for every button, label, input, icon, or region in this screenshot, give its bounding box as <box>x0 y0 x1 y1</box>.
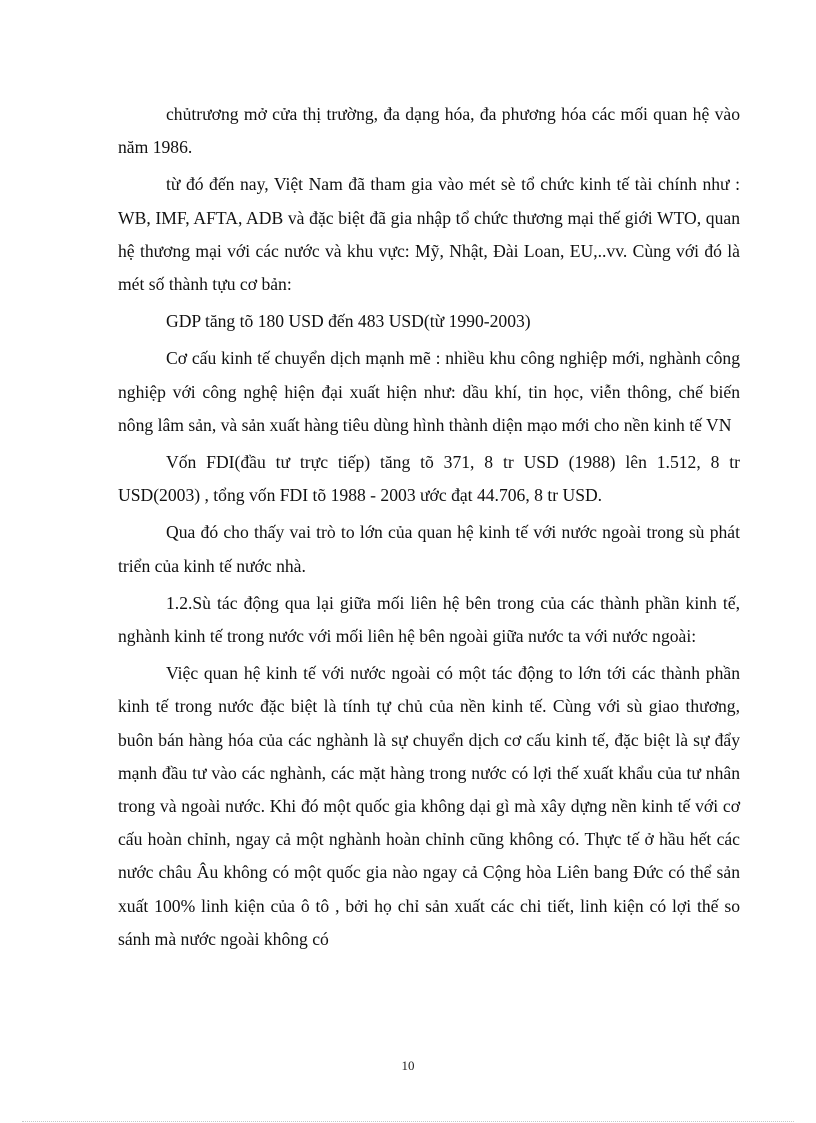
paragraph-economic-structure: Cơ cấu kinh tế chuyển dịch mạnh mẽ : nhiều khu công nghiệp mới, nghành công nghiệp với công nghệ hiện đại xuất hiện như: dầu khí, tin học, viễn thông, chế biến nông lâm sản, và sản xuất hàng tiêu dùng hình thành diện mạo mới cho nền kinh tế VN <box>118 348 740 435</box>
paragraph-role-conclusion: Qua đó cho thấy vai trò to lớn của quan hệ kinh tế với nước ngoài trong sù phát triển của kinh tế nước nhà. <box>118 522 740 576</box>
paragraph-international-organizations: từ đó đến nay, Việt Nam đã tham gia vào mét sè tổ chức kinh tế tài chính như : WB, IMF, AFTA, ADB và đặc biệt đã gia nhập tổ chức thương mại thế giới WTO, quan hệ thương mại với các nước và khu vực: Mỹ, Nhật, Đài Loan, EU,..vv. Cùng với đó là mét số thành tựu cơ bản: <box>118 174 740 295</box>
section-heading-1-2: 1.2.Sù tác động qua lại giữa mối liên hệ bên trong của các thành phần kinh tế, nghành kinh tế trong nước với mối liên hệ bên ngoài giữa nước ta với nước ngoài: <box>118 592 740 647</box>
body-text <box>118 98 740 956</box>
paragraph-gdp-growth: GDP tăng tõ 180 USD đến 483 USD(từ 1990-2003) <box>166 311 531 332</box>
page-bottom-divider <box>22 1121 794 1122</box>
paragraph-fdi: Vốn FDI(đầu tư trực tiếp) tăng tõ 371, 8 tr USD (1988) lên 1.512, 8 tr USD(2003) , tổng vốn FDI tõ 1988 - 2003 ước đạt 44.706, 8 tr USD. <box>118 452 740 506</box>
paragraph-impact-domestic-economy: Việc quan hệ kinh tế với nước ngoài có một tác động to lớn tới các thành phần kinh tế trong nước đặc biệt là tính tự chủ của nền kinh tế. Cùng với sù giao thương, buôn bán hàng hóa của các nghành là sự chuyển dịch cơ cấu kinh tế, đặc biệt là sự đẩy mạnh đầu tư vào các nghành, các mặt hàng trong nước có lợi thế xuất khẩu của tư nhân trong và ngoài nước. Khi đó một quốc gia không dại gì mà xây dựng nền kinh tế với cơ cấu hoàn chỉnh, ngay cả một nghành hoàn chỉnh cũng không có. Thực tế ở hầu hết các nước châu Âu không có một quốc gia nào ngay cả Cộng hòa Liên bang Đức có thể sản xuất 100% linh kiện của ô tô , bởi họ chỉ sản xuất các chi tiết, linh kiện có lợi thế so sánh mà nước ngoài không có <box>118 663 740 949</box>
page-number: 10 <box>401 1058 415 1073</box>
paragraph-open-market-policy: chủtrương mở cửa thị trường, đa dạng hóa, đa phương hóa các mối quan hệ vào năm 1986. <box>118 104 740 158</box>
